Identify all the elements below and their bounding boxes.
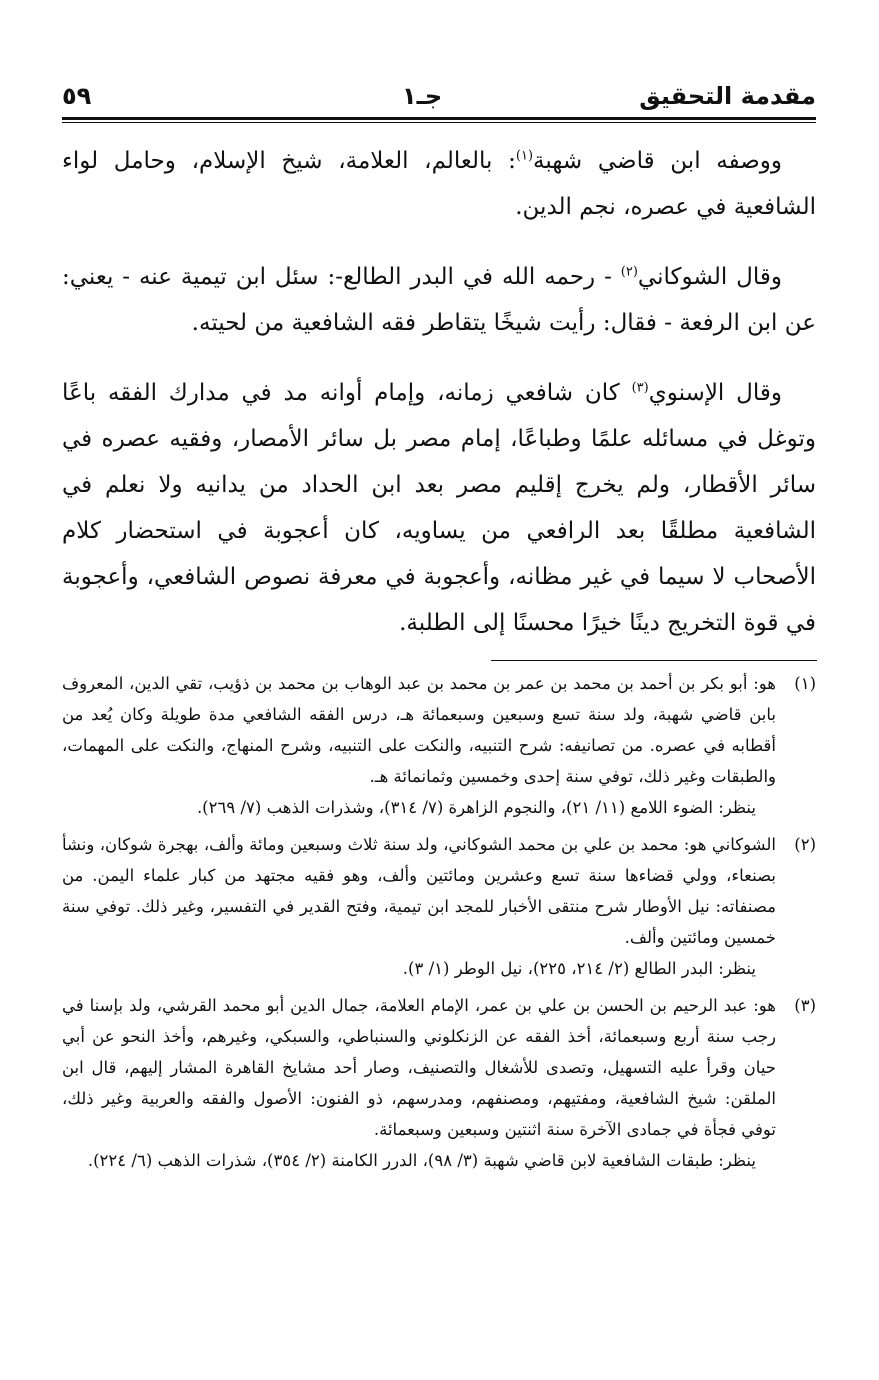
footnote-number: (٣) [794,996,816,1015]
footnote-separator [491,660,817,661]
footnotes [62,668,816,1182]
footnote [62,829,816,984]
footnote-number: (٢) [794,835,816,854]
footnote-marker[interactable]: (٣) [631,380,649,396]
footnote-marker[interactable]: (١) [515,148,534,164]
footnote-number: (١) [794,674,816,693]
volume-label: جـ١ [402,82,443,110]
footnote-text: هو: أبو بكر بن أحمد بن محمد بن عمر بن محمد بن عبد الوهاب بن محمد بن ذؤيب، تقي الدين، المعروف بابن قاضي شهبة، ولد سنة تسع وسبعين وسبعمائة هـ، درس الفقه الشافعي مدة طويلة وكان يُعد من أقطابه في عصره. من تصانيفه: شرح التنبيه، والنكت على التنبيه، وشرح المنهاج، والنكت على المهمات، والطبقات وغير ذلك، توفي سنة إحدى وخمسين وثمانمائة هـ. [62,674,776,786]
paragraph: وقال الإسنوي$^{(٣)}$ كان شافعي زمانه، وإمام أوانه مد في مدارك الفقه باعًا وتوغل في مسائله علمًا وطباعًا، إمام مصر بل سائر الأمصار، وفقيه عصره في سائر الأقطار، ولم يخرج إقليم مصر بعد ابن الحداد من يدانيه ولا نعلم في الشافعية مطلقًا بعد الرافعي من يساويه، كان أعجوبة في استحضار كلام الأصحاب لا سيما في غير مظانه، وأعجوبة في معرفة نصوص الشافعي، وأعجوبة في قوة التخريج دينًا خيرًا محسنًا إلى الطلبة. [62,380,816,636]
paragraph: وقال الشوكاني$^{(٢)}$ - رحمه الله في البدر الطالع-: سئل ابن تيمية عنه - يعني: عن ابن الرفعة - فقال: رأيت شيخًا يتقاطر فقه الشافعية من لحيته. [62,264,816,336]
header-rule-thin [62,122,816,123]
footnote [62,668,816,823]
paragraph: ووصفه ابن قاضي شهبة$^{(١)}$: بالعالم، العلامة، شيخ الإسلام، وحامل لواء الشافعية في عصره، نجم الدين. [62,148,816,220]
footnote-reference: ينظر: الضوء اللامع (١١/ ٢١)، والنجوم الزاهرة (٧/ ٣١٤)، وشذرات الذهب (٧/ ٢٦٩). [196,798,756,817]
main-text [62,138,816,670]
page-number: ٥٩ [62,82,92,110]
header-title: مقدمة التحقيق [639,82,816,110]
footnote-reference: ينظر: البدر الطالع (٢/ ٢١٤، ٢٢٥)، نيل الوطر (١/ ٣). [402,959,756,978]
running-header [62,74,816,120]
footnote-text: هو: عبد الرحيم بن الحسن بن علي بن عمر، الإمام العلامة، جمال الدين أبو محمد القرشي، ولد بإسنا في رجب سنة أربع وسبعمائة، أخذ الفقه عن الزنكلوني والسنباطي، والسبكي، وغيرهم، وأخذ النحو عن أبي حيان وقرأ عليه التسهيل، وتصدى للأشغال والتصنيف، وصار أحد مشايخ القاهرة المشار إليهم، قال ابن الملقن: شيخ الشافعية، ومفتيهم، ومصنفهم، ومدرسهم، ذو الفنون: الأصول والفقه والعربية وغير ذلك، توفي فجأة في جمادى الآخرة سنة اثنتين وسبعين وسبعمائة. [62,996,776,1139]
header-rule [62,117,816,120]
footnote-text: الشوكاني هو: محمد بن علي بن محمد الشوكاني، ولد سنة ثلاث وسبعين ومائة وألف، بهجرة شوكان، ونشأ بصنعاء، وولي قضاءها سنة تسع وعشرين ومائتين وألف، وهو فقيه مجتهد من كبار علماء اليمن. من مصنفاته: نيل الأوطار شرح منتقى الأخبار للمجد ابن تيمية، وفتح القدير في التفسير، وغير ذلك. توفي سنة خمسين ومائتين وألف. [62,835,776,947]
footnote [62,990,816,1176]
footnote-marker[interactable]: (٢) [620,264,638,280]
footnote-reference: ينظر: طبقات الشافعية لابن قاضي شهبة (٣/ ٩٨)، الدرر الكامنة (٢/ ٣٥٤)، شذرات الذهب (٦/ ٢٢٤). [87,1151,756,1170]
